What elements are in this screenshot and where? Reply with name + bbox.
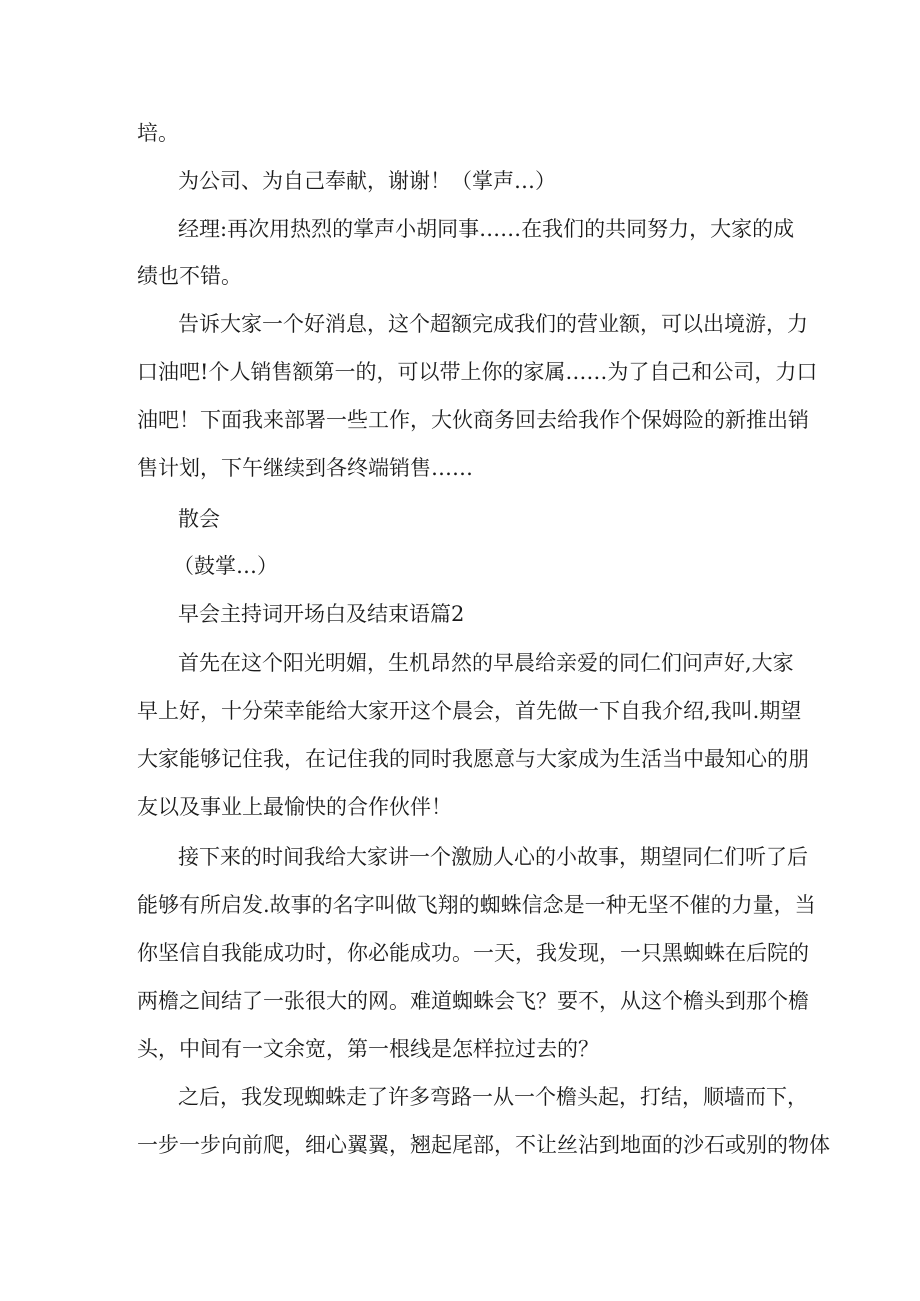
text-line: 售计划，下午继续到各终端销售…… bbox=[137, 456, 473, 480]
text-line: 经理:再次用热烈的掌声小胡同事……在我们的共同努力，大家的成 bbox=[178, 217, 795, 241]
text-line: 大家能够记住我，在记住我的同时我愿意与大家成为生活当中最知心的朋 bbox=[137, 747, 809, 771]
text-line: 为公司、为自己奉献，谢谢！（掌声…） bbox=[178, 169, 556, 193]
text-line: 能够有所启发.故事的名字叫做飞翔的蜘蛛信念是一种无坚不催的力量，当 bbox=[137, 893, 816, 917]
text-line: （鼓掌…） bbox=[173, 554, 278, 578]
text-line: 接下来的时间我给大家讲一个激励人心的小故事，期望同仁们听了后 bbox=[178, 845, 808, 869]
text-line: 早上好，十分荣幸能给大家开这个晨会，首先做一下自我介绍,我叫.期望 bbox=[137, 699, 802, 723]
text-line: 两檐之间结了一张很大的网。难道蜘蛛会飞？要不，从这个檐头到那个檐 bbox=[137, 989, 809, 1013]
text-line: 告诉大家一个好消息，这个超额完成我们的营业额，可以出境游，力 bbox=[178, 312, 808, 336]
text-line: 友以及事业上最愉快的合作伙伴！ bbox=[137, 795, 452, 819]
text-line: 绩也不错。 bbox=[137, 264, 242, 288]
text-line: 一步一步向前爬，细心翼翼，翘起尾部，不让丝沾到地面的沙石或别的物体 bbox=[137, 1133, 830, 1157]
text-line: 散会 bbox=[178, 507, 220, 531]
text-line: 首先在这个阳光明媚，生机昂然的早晨给亲爱的同仁们问声好,大家 bbox=[178, 651, 794, 675]
text-line: 口油吧!个人销售额第一的，可以带上你的家属……为了自己和公司，力口 bbox=[137, 360, 818, 384]
text-line: 之后，我发现蜘蛛走了许多弯路一从一个檐头起，打结，顺墙而下， bbox=[178, 1085, 808, 1109]
text-line: 头，中间有一文余宽，第一根线是怎样拉过去的？ bbox=[137, 1037, 599, 1061]
text-line: 你坚信自我能成功时，你必能成功。一天，我发现，一只黑蜘蛛在后院的 bbox=[137, 941, 809, 965]
text-line: 油吧！下面我来部署一些工作，大伙商务回去给我作个保姆险的新推出销 bbox=[137, 408, 809, 432]
text-line: 培。 bbox=[137, 121, 179, 145]
section-heading: 早会主持词开场白及结束语篇2 bbox=[178, 602, 465, 626]
